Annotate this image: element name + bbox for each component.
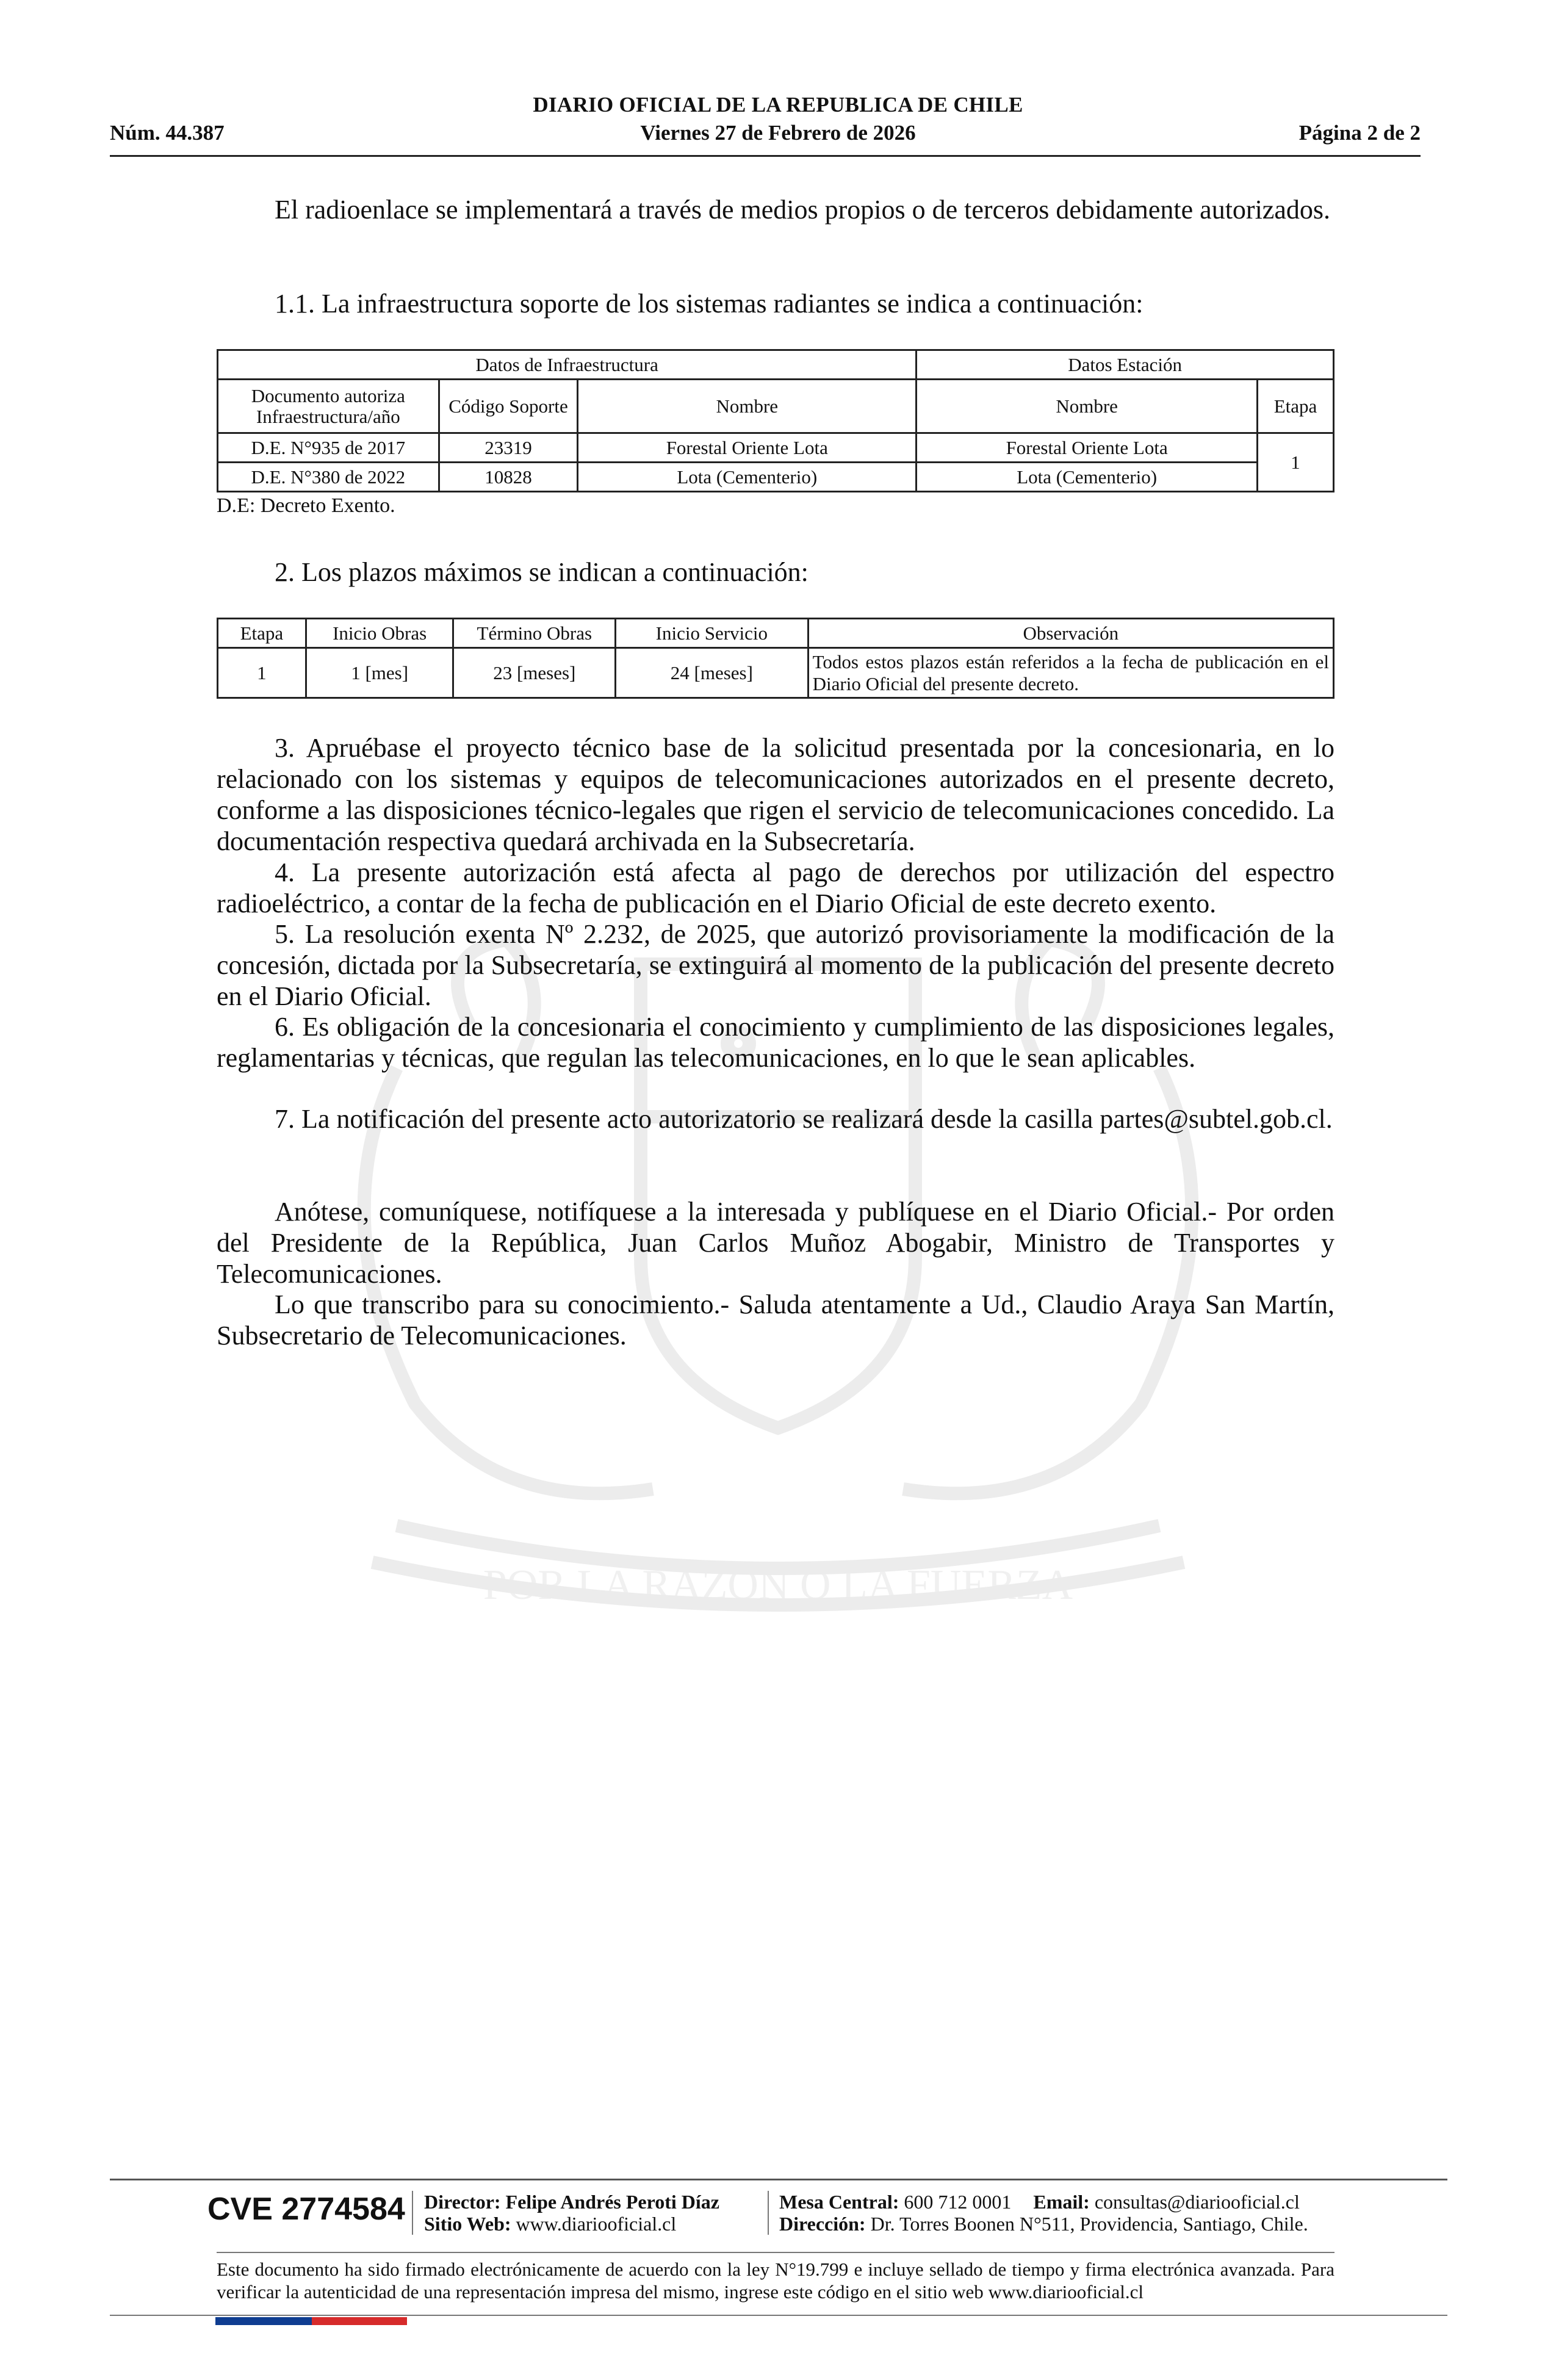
footer-address <box>779 2213 1308 2235</box>
page-indicator: Página 2 de 2 <box>1298 121 1421 145</box>
table-note: D.E: Decreto Exento. <box>217 494 395 517</box>
footer-divider-bottom <box>110 2315 1447 2316</box>
cell-code: 23319 <box>439 433 578 463</box>
legal-notice: Este documento ha sido firmado electrónicamente de acuerdo con la ley N°19.799 e incluye sellado de tiempo y firma electrónica avanzada. Para verificar la autenticidad de una representación impresa del mismo, ingrese este código en el sitio web www.diariooficial.cl <box>217 2259 1334 2302</box>
header-divider <box>110 155 1421 157</box>
table-row <box>218 648 1334 698</box>
address-label: Dirección: <box>779 2213 866 2235</box>
header-stage: Etapa <box>1258 380 1334 433</box>
cell-service-start: 24 [meses] <box>616 648 809 698</box>
cve-code: CVE 2774584 <box>207 2191 405 2227</box>
phone-label: Mesa Central: <box>779 2191 899 2213</box>
table-row <box>218 433 1334 463</box>
cell-name: Lota (Cementerio) <box>578 463 917 492</box>
flag-stripe-red <box>312 2317 407 2325</box>
infrastructure-table <box>217 349 1334 492</box>
paragraph-2: 2. Los plazos máximos se indican a continuación: <box>275 557 809 587</box>
email-link[interactable]: consultas@diariooficial.cl <box>1094 2191 1300 2213</box>
watermark-motto: POR LA RAZON O LA FUERZA <box>483 1562 1073 1609</box>
deadlines-table <box>217 618 1334 699</box>
website-label: Sitio Web: <box>424 2213 511 2235</box>
cell-name: Forestal Oriente Lota <box>578 433 917 463</box>
header-works-start: Inicio Obras <box>306 619 453 648</box>
newspaper-title: DIARIO OFICIAL DE LA REPUBLICA DE CHILE <box>533 93 1023 117</box>
paragraph-7: 7. La notificación del presente acto autorizatorio se realizará desde la casilla partes@subtel.gob.cl. <box>275 1104 1333 1134</box>
paragraph-4: 4. La presente autorización está afecta al pago de derechos por utilización del espectro radioeléctrico, a contar de la fecha de publicación en el Diario Oficial de este decreto exento. <box>217 857 1334 918</box>
paragraph-3: 3. Apruébase el proyecto técnico base de la solicitud presentada por la concesionaria, en lo relacionado con los sistemas y equipos de telecomunicaciones autorizados en el presente decreto, conforme a las disposiciones técnico-legales que rigen el servicio de telecomunicaciones concedido. La documentación respectiva quedará archivada en la Subsecretaría. <box>217 733 1334 856</box>
footer-separator <box>412 2191 413 2235</box>
header-works-end: Término Obras <box>453 619 616 648</box>
paragraph-intro: El radioenlace se implementará a través de medios propios o de terceros debidamente autorizados. <box>275 195 1330 225</box>
address-text: Dr. Torres Boonen N°511, Providencia, Santiago, Chile. <box>870 2213 1308 2235</box>
header-authorizing-document: Documento autoriza Infraestructura/año <box>218 380 439 433</box>
header-infrastructure-name: Nombre <box>578 380 917 433</box>
header-observation: Observación <box>808 619 1333 648</box>
issue-date: Viernes 27 de Febrero de 2026 <box>640 121 916 145</box>
header-station-data: Datos Estación <box>917 350 1334 380</box>
cell-station: Forestal Oriente Lota <box>917 433 1258 463</box>
website-link[interactable]: www.diariooficial.cl <box>516 2213 677 2235</box>
header-infrastructure-data: Datos de Infraestructura <box>218 350 917 380</box>
table-row <box>218 463 1334 492</box>
cell-document: D.E. N°380 de 2022 <box>218 463 439 492</box>
paragraph-5: 5. La resolución exenta Nº 2.232, de 2025, que autorizó provisoriamente la modificación de la concesión, dictada por la Subsecretaría, se extinguirá al momento de la publicación del presente decreto en el Diario Oficial. <box>217 919 1334 1011</box>
footer-divider-middle <box>217 2252 1334 2253</box>
cell-station: Lota (Cementerio) <box>917 463 1258 492</box>
paragraph-1-1: 1.1. La infraestructura soporte de los sistemas radiantes se indica a continuación: <box>275 289 1144 319</box>
header-station-name: Nombre <box>917 380 1258 433</box>
footer-director <box>424 2191 719 2213</box>
footer-contact <box>779 2191 1300 2213</box>
cell-observation: Todos estos plazos están referidos a la fecha de publicación en el Diario Oficial del presente decreto. <box>808 648 1333 698</box>
paragraph-6: 6. Es obligación de la concesionaria el conocimiento y cumplimiento de las disposiciones legales, reglamentarias y técnicas, que regulan las telecomunicaciones, en lo que le sean aplicables. <box>217 1012 1334 1073</box>
cell-code: 10828 <box>439 463 578 492</box>
footer-separator <box>768 2191 769 2235</box>
header-service-start: Inicio Servicio <box>616 619 809 648</box>
director-name: Felipe Andrés Peroti Díaz <box>505 2191 719 2213</box>
cell-document: D.E. N°935 de 2017 <box>218 433 439 463</box>
header-support-code: Código Soporte <box>439 380 578 433</box>
flag-stripe-blue <box>215 2317 312 2325</box>
cell-stage: 1 <box>1258 433 1334 492</box>
director-label: Director: <box>424 2191 501 2213</box>
issue-number: Núm. 44.387 <box>110 121 225 145</box>
signature-paragraph: Lo que transcribo para su conocimiento.- Saluda atentamente a Ud., Claudio Araya San Martín, Subsecretario de Telecomunicaciones. <box>217 1289 1334 1350</box>
footer-website <box>424 2213 676 2235</box>
cell-stage: 1 <box>218 648 306 698</box>
cell-works-start: 1 [mes] <box>306 648 453 698</box>
cell-works-end: 23 [meses] <box>453 648 616 698</box>
footer-divider-top <box>110 2179 1447 2180</box>
closing-paragraph: Anótese, comuníquese, notifíquese a la interesada y publíquese en el Diario Oficial.- Por orden del Presidente de la República, Juan Carlos Muñoz Abogabir, Ministro de Transportes y Telecomunicaciones. <box>217 1197 1334 1289</box>
header-stage: Etapa <box>218 619 306 648</box>
phone-number: 600 712 0001 <box>904 2191 1012 2213</box>
email-label: Email: <box>1033 2191 1090 2213</box>
